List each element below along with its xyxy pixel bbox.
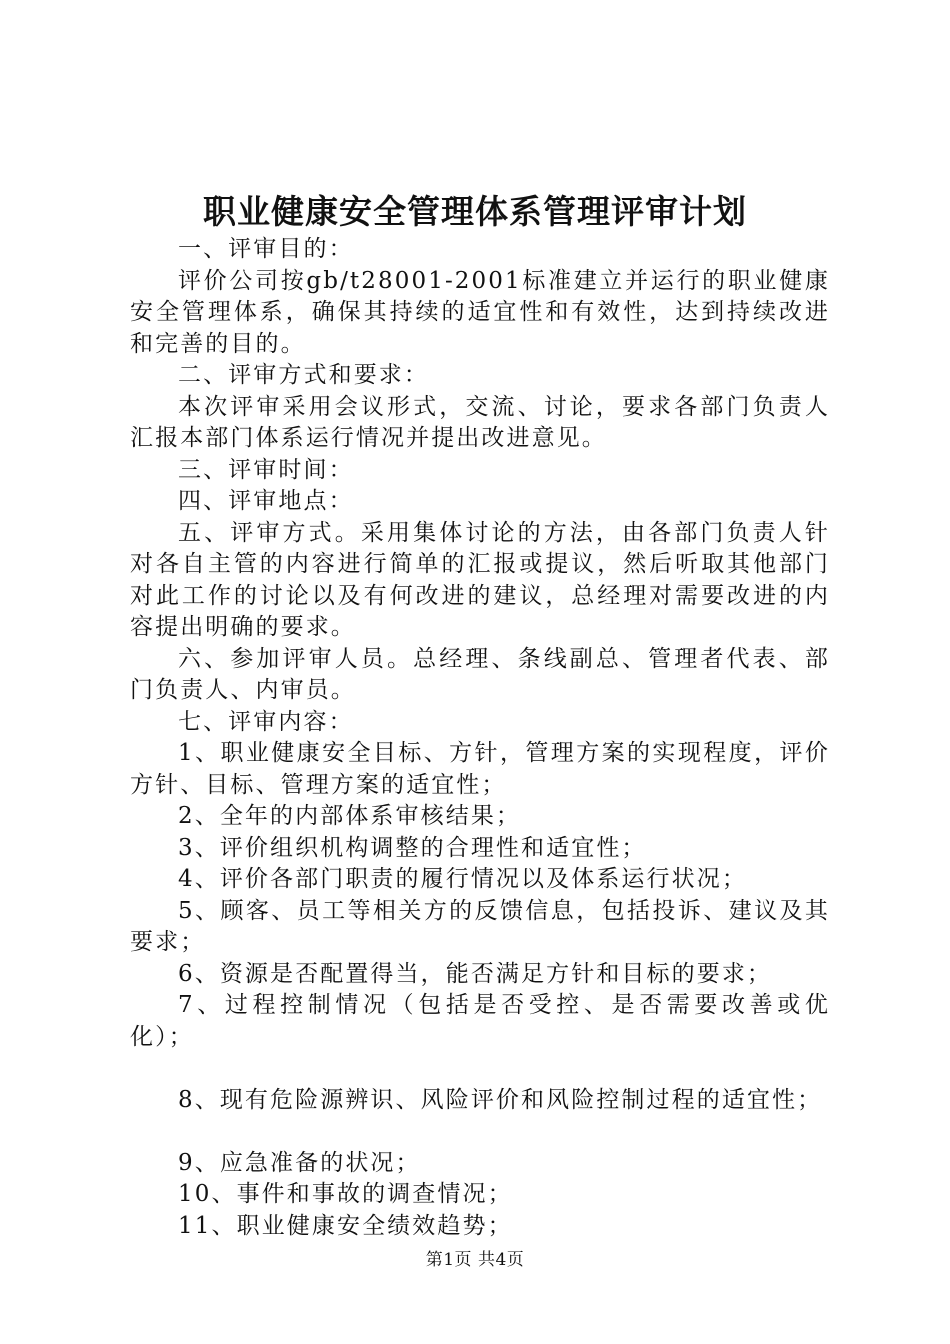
document-body bbox=[130, 234, 830, 1242]
page-number-footer: 第1页 共4页 bbox=[425, 1250, 525, 1270]
list-item: 2、全年的内部体系审核结果； bbox=[178, 803, 522, 829]
list-item: 5、顾客、员工等相关方的反馈信息，包括投诉、建议及其要求； bbox=[130, 897, 830, 955]
list-item: 8、现有危险源辨识、风险评价和风险控制过程的适宜性； bbox=[178, 1086, 823, 1113]
list-item: 1、职业健康安全目标、方针，管理方案的实现程度，评价方针、目标、管理方案的适宜性； bbox=[130, 740, 830, 798]
list-item: 6、资源是否配置得当，能否满足方针和目标的要求； bbox=[178, 960, 773, 987]
list-item: 7、过程控制情况（包括是否受控、是否需要改善或优化）； bbox=[130, 992, 830, 1050]
document-title: 职业健康安全管理体系管理评审计划 bbox=[203, 192, 747, 231]
paragraph-purpose: 评价公司按gb/t28001-2001标准建立并运行的职业健康安全管理体系，确保其持续的适宜性和有效性，达到持续改进和完善的目的。 bbox=[130, 267, 830, 357]
paragraph-review-format: 五、评审方式。采用集体讨论的方法，由各部门负责人针对各自主管的内容进行简单的汇报或提议，然后听取其他部门对此工作的讨论以及有何改进的建议，总经理对需要改进的内容提出明确的要求。 bbox=[130, 519, 830, 640]
paragraph-participants: 六、参加评审人员。总经理、条线副总、管理者代表、部门负责人、内审员。 bbox=[130, 645, 830, 703]
section-heading-location: 四、评审地点： bbox=[178, 488, 354, 514]
list-item: 3、评价组织机构调整的合理性和适宜性； bbox=[178, 834, 647, 861]
list-item: 11、职业健康安全绩效趋势； bbox=[178, 1212, 513, 1239]
list-item: 10、事件和事故的调查情况； bbox=[178, 1181, 513, 1207]
section-heading-method: 二、评审方式和要求： bbox=[178, 362, 429, 388]
list-item: 4、评价各部门职责的履行情况以及体系运行状况； bbox=[178, 866, 747, 892]
paragraph-method: 本次评审采用会议形式，交流、讨论，要求各部门负责人汇报本部门体系运行情况并提出改进意见。 bbox=[130, 393, 830, 451]
section-heading-purpose: 一、评审目的： bbox=[178, 236, 354, 262]
list-item: 9、应急准备的状况； bbox=[178, 1149, 421, 1176]
section-heading-time: 三、评审时间： bbox=[178, 456, 354, 483]
section-heading-content: 七、评审内容： bbox=[178, 708, 354, 735]
